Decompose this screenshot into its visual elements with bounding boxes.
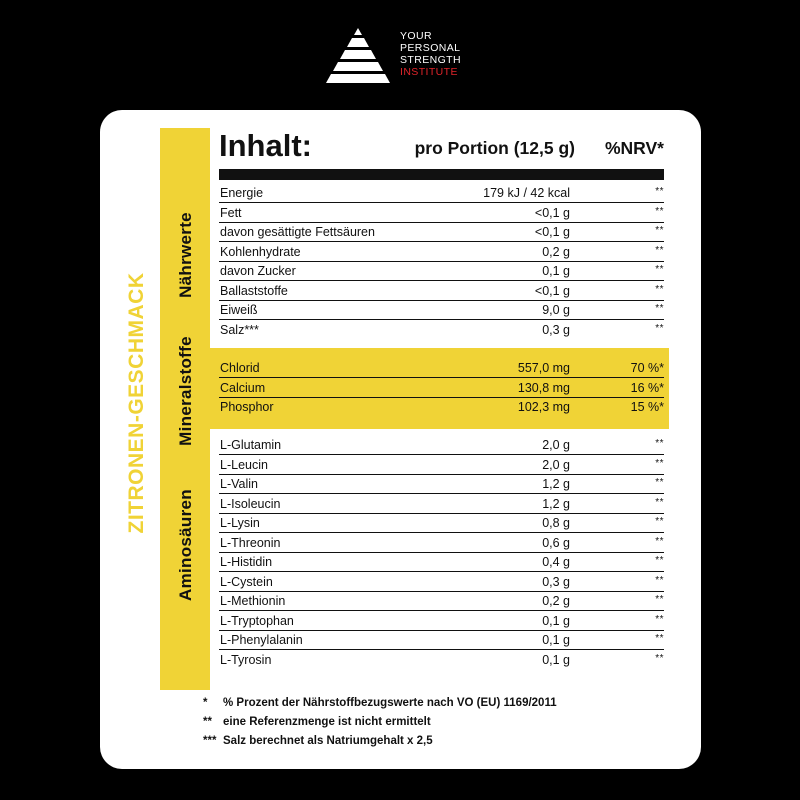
logo-line-2: PERSONAL: [400, 42, 461, 54]
row-name: L-Cystein: [220, 574, 273, 589]
row-nrv: **: [655, 283, 664, 295]
row-name: davon gesättigte Fettsäuren: [220, 225, 375, 239]
footnote: [203, 716, 431, 728]
row-name: Calcium: [220, 380, 266, 395]
row-value: 2,0 g: [542, 457, 570, 472]
table-row: [219, 436, 664, 455]
table-row: [219, 612, 664, 631]
table-row: [219, 495, 664, 514]
row-value: 0,1 g: [542, 613, 570, 628]
logo-wordmark: [400, 30, 461, 78]
row-nrv: **: [655, 322, 664, 334]
row-value: 2,0 g: [542, 438, 570, 452]
row-name: L-Glutamin: [220, 438, 282, 452]
row-name: L-Lysin: [220, 516, 260, 530]
row-name: L-Leucin: [220, 457, 268, 472]
logo-line-1: YOUR: [400, 30, 432, 42]
footnote-text: Salz berechnet als Natriumgehalt x 2,5: [223, 735, 433, 747]
table-row: [219, 514, 664, 533]
row-nrv: **: [655, 633, 664, 644]
row-nrv: **: [655, 264, 664, 275]
table-row: [219, 592, 664, 611]
table-row: [219, 379, 664, 398]
footnote-mark: *: [203, 697, 208, 709]
row-nrv: **: [655, 535, 664, 547]
table-row: [219, 631, 664, 650]
table-row: [219, 534, 664, 553]
row-nrv: **: [655, 244, 664, 256]
row-name: Chlorid: [220, 361, 260, 375]
table-row: [219, 282, 664, 301]
row-value: 179 kJ / 42 kcal: [483, 186, 570, 200]
row-value: 0,8 g: [542, 516, 570, 530]
row-name: L-Isoleucin: [220, 496, 281, 511]
table-row: [219, 651, 664, 670]
table-row: [219, 223, 664, 242]
column-header-nrv: %NRV*: [604, 138, 664, 158]
row-value: 0,3 g: [542, 574, 570, 589]
row-nrv: **: [655, 205, 664, 217]
footnote-text: % Prozent der Nährstoffbezugswerte nach VO (EU) 1169/2011: [223, 697, 557, 709]
category-mineralstoffe: Mineralstoffe: [176, 336, 195, 446]
row-nrv: **: [655, 516, 664, 527]
row-nrv: **: [655, 477, 664, 488]
row-nrv: **: [655, 652, 664, 664]
row-name: Fett: [220, 205, 242, 220]
flavor-label: ZITRONEN-GESCHMACK: [125, 272, 148, 534]
row-nrv: **: [655, 438, 664, 449]
table-row: [219, 573, 664, 592]
row-nrv: **: [655, 555, 664, 566]
row-name: L-Methionin: [220, 594, 286, 608]
table-row: [219, 243, 664, 262]
table-row: [219, 456, 664, 475]
pyramid-logo-icon: [322, 26, 394, 84]
row-value: 0,1 g: [542, 633, 570, 647]
logo-line-4: INSTITUTE: [400, 66, 458, 78]
row-nrv: **: [655, 496, 664, 508]
table-row: [219, 184, 664, 203]
row-value: 0,2 g: [542, 594, 570, 608]
logo-line-3: STRENGTH: [400, 54, 461, 66]
row-value: 9,0 g: [542, 303, 570, 317]
row-nrv: **: [655, 225, 664, 236]
row-value: <0,1 g: [534, 205, 570, 220]
row-value: 0,1 g: [542, 652, 570, 667]
footnote-mark: ***: [203, 735, 217, 747]
table-row: [219, 262, 664, 281]
row-value: 0,3 g: [542, 322, 570, 337]
row-value: 130,8 mg: [517, 380, 570, 395]
row-value: 0,1 g: [542, 264, 570, 278]
row-value: 557,0 mg: [517, 361, 570, 375]
footnote-mark: **: [203, 716, 212, 728]
row-value: 0,6 g: [542, 535, 570, 550]
row-name: Ballaststoffe: [220, 283, 288, 298]
row-nrv: **: [655, 303, 664, 314]
table-row: [219, 359, 664, 378]
table-row: [219, 553, 664, 572]
row-value: 0,4 g: [542, 555, 570, 569]
table-row: [219, 321, 664, 340]
row-nrv: **: [655, 613, 664, 625]
header-divider: [219, 169, 664, 180]
footnote: [203, 735, 433, 747]
row-value: <0,1 g: [534, 225, 570, 239]
footnote-text: eine Referenzmenge ist nicht ermittelt: [223, 716, 431, 728]
row-value: 0,2 g: [542, 244, 570, 259]
row-name: Salz***: [220, 322, 259, 337]
row-nrv: **: [655, 457, 664, 469]
row-name: davon Zucker: [220, 264, 296, 278]
row-nrv: 16 %*: [630, 380, 664, 395]
brand-logo: [322, 26, 482, 86]
table-row: [219, 204, 664, 223]
column-header-portion: pro Portion (12,5 g): [414, 138, 575, 158]
row-value: 1,2 g: [542, 477, 570, 491]
category-naehrwerte: Nährwerte: [176, 212, 195, 298]
row-value: <0,1 g: [534, 283, 570, 298]
footnote: [203, 697, 557, 709]
row-name: L-Tyrosin: [220, 652, 272, 667]
row-nrv: **: [655, 186, 664, 197]
row-nrv: 15 %*: [630, 400, 664, 414]
row-value: 1,2 g: [542, 496, 570, 511]
row-value: 102,3 mg: [517, 400, 570, 414]
row-name: Phosphor: [220, 400, 274, 414]
row-nrv: **: [655, 594, 664, 605]
row-name: L-Threonin: [220, 535, 281, 550]
row-name: L-Histidin: [220, 555, 273, 569]
row-name: L-Tryptophan: [220, 613, 294, 628]
category-aminosaeuren: Aminosäuren: [176, 489, 195, 601]
row-name: Eiweiß: [220, 303, 258, 317]
table-row: [219, 475, 664, 494]
row-name: Kohlenhydrate: [220, 244, 301, 259]
table-row: [219, 398, 664, 417]
row-name: L-Valin: [220, 477, 258, 491]
row-name: Energie: [220, 186, 264, 200]
row-nrv: **: [655, 574, 664, 586]
row-name: L-Phenylalanin: [220, 633, 303, 647]
label-title: Inhalt:: [219, 128, 312, 163]
table-row: [219, 301, 664, 320]
row-nrv: 70 %*: [630, 361, 664, 375]
